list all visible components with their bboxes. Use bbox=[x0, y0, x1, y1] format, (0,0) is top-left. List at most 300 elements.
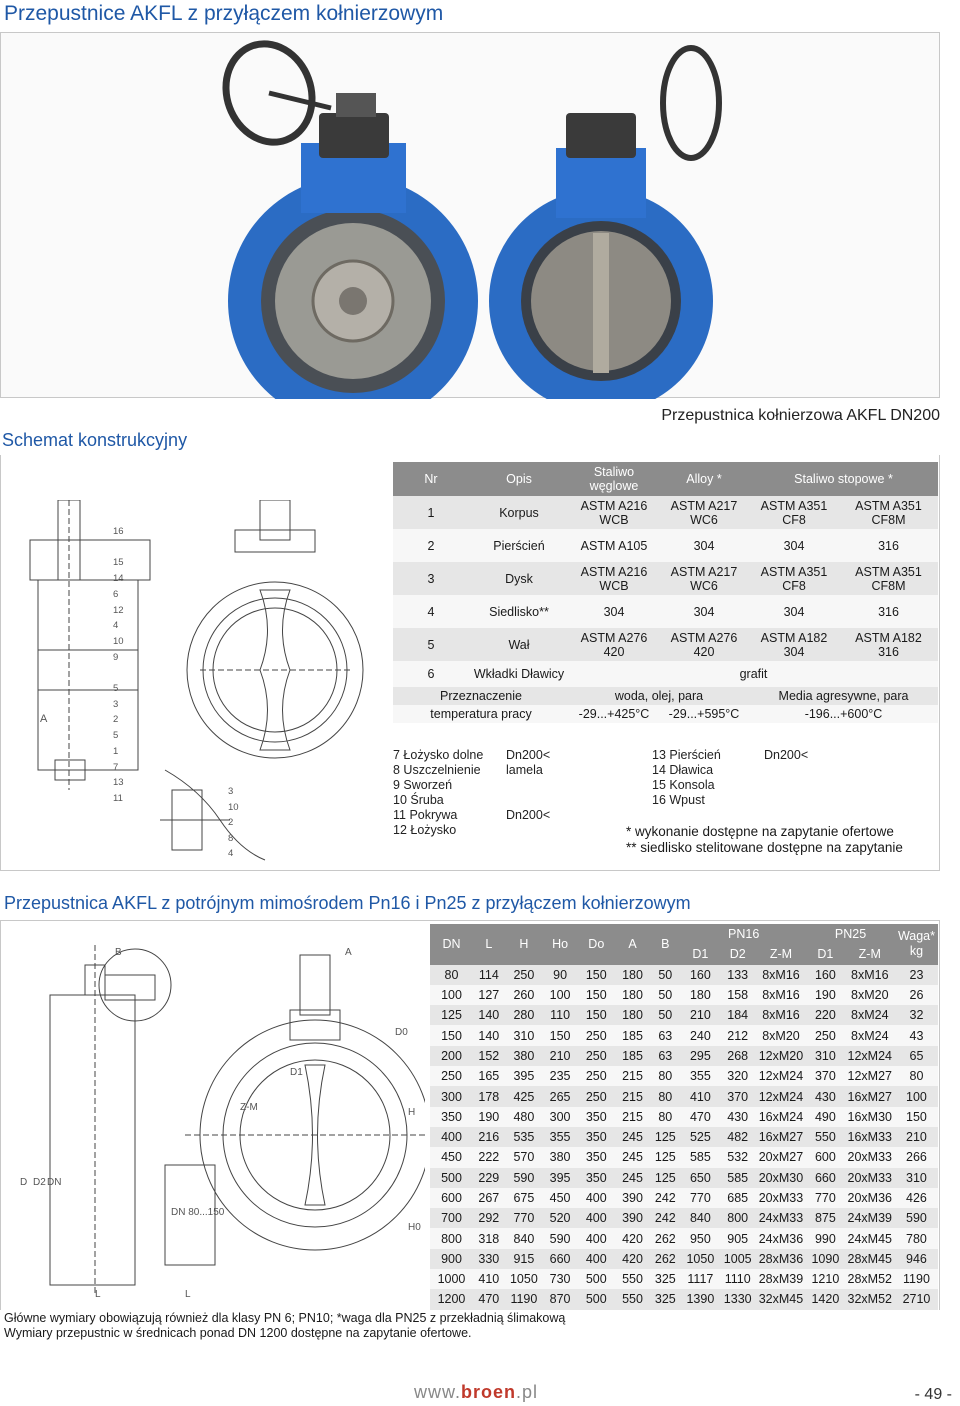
table-row bbox=[430, 1269, 938, 1289]
table-cell: 215 bbox=[616, 1086, 650, 1106]
table-cell: 8xM20 bbox=[756, 1025, 806, 1045]
table-cell: 525 bbox=[681, 1127, 719, 1147]
table-cell: 325 bbox=[649, 1269, 681, 1289]
table-cell: 1117 bbox=[681, 1269, 719, 1289]
table-cell: 250 bbox=[577, 1086, 615, 1106]
table-cell: 250 bbox=[430, 1066, 473, 1086]
table-cell: 215 bbox=[616, 1107, 650, 1127]
table-cell: 150 bbox=[895, 1107, 938, 1127]
table-cell: 840 bbox=[681, 1208, 719, 1228]
detail-drawing-a bbox=[160, 760, 270, 870]
table-cell: 292 bbox=[473, 1208, 505, 1228]
table-cell: 28xM52 bbox=[845, 1269, 895, 1289]
part-numbers-left: 16 15 14 6 12 4 10 9 5 3 2 5 1 7 13 11 bbox=[113, 526, 124, 804]
col-pn16: PN16 bbox=[681, 924, 806, 944]
table-cell: 400 bbox=[577, 1228, 615, 1248]
col-do: Do bbox=[577, 924, 615, 965]
table-cell: 80 bbox=[649, 1107, 681, 1127]
table-row bbox=[430, 1289, 938, 1309]
table-cell: 185 bbox=[616, 1025, 650, 1045]
table-cell: 400 bbox=[430, 1127, 473, 1147]
table-cell: 426 bbox=[895, 1188, 938, 1208]
table-cell: 12xM24 bbox=[756, 1086, 806, 1106]
table-cell: 12xM24 bbox=[756, 1066, 806, 1086]
table-row bbox=[430, 1086, 938, 1106]
table-cell: 80 bbox=[649, 1066, 681, 1086]
table-cell: 1050 bbox=[681, 1249, 719, 1269]
table-cell: 1190 bbox=[895, 1269, 938, 1289]
page-title: Przepustnice AKFL z przyłączem kołnierzowym bbox=[4, 2, 444, 25]
header-alloy: Alloy * bbox=[659, 462, 749, 496]
col-l: L bbox=[473, 924, 505, 965]
table-cell: 125 bbox=[649, 1168, 681, 1188]
table-cell: 242 bbox=[649, 1208, 681, 1228]
label-zm: Z-M bbox=[240, 1102, 258, 1113]
website-link[interactable]: www.broen.pl bbox=[414, 1382, 539, 1402]
table-cell: 150 bbox=[577, 985, 615, 1005]
col-b: B bbox=[649, 924, 681, 965]
table-cell: 550 bbox=[616, 1269, 650, 1289]
dimensions-table: DN L H Ho Do A B PN16 PN25 Waga* kg D1 D2 Z-M D1 Z-M 80 114 250 90 150 180 50 160 133 8xM16 160 8xM16 23 100 127 260 100 150 180 50 180 158 8xM16 190 8xM20 26 125 140 280 110 150 180 50 210 184 8xM16 220 8xM24 32 150 140 310 150 250 185 63 240 212 8xM20 250 8xM24 43 200 152 380 210 250 185 63 295 268 12xM20 310 12xM24 65 250 165 395 235 250 215 80 355 320 12xM24 370 12xM27 80 300 178 425 265 250 215 80 410 370 12xM24 430 16xM27 100 350 190 480 300 350 215 80 470 430 16xM24 490 16xM30 150 400 216 535 355 350 245 125 525 482 16xM27 550 16xM33 210 450 222 570 380 350 245 125 585 532 20xM27 600 20xM33 266 500 229 590 395 350 245 125 650 585 20xM30 660 20xM33 310 600 267 675 450 400 390 242 770 685 20xM33 770 20xM36 426 700 292 770 520 400 390 242 840 800 24xM33 875 24xM39 590 800 318 840 590 400 420 262 950 905 24xM36 990 24xM45 780 900 330 915 660 400 420 262 1050 1005 28xM36 1090 28xM45 946 1000 410 1050 730 500 550 325 1117 1110 28xM39 1210 28xM52 1190 1200 470 1190 870 500 550 325 1390 1330 32xM45 1420 32xM52 2710 bbox=[430, 924, 938, 1310]
table-cell: 310 bbox=[505, 1025, 543, 1045]
table-cell: 900 bbox=[430, 1249, 473, 1269]
table-cell: 125 bbox=[430, 1005, 473, 1025]
table-cell: 1330 bbox=[720, 1289, 756, 1309]
table-cell: 685 bbox=[720, 1188, 756, 1208]
table-cell: 400 bbox=[577, 1208, 615, 1228]
table-cell: 450 bbox=[430, 1147, 473, 1167]
table-cell: 250 bbox=[577, 1025, 615, 1045]
table-cell: 310 bbox=[806, 1046, 844, 1066]
parts-legend-left-notes: Dn200< lamela Dn200< bbox=[506, 748, 551, 822]
table-cell: 380 bbox=[505, 1046, 543, 1066]
label-l-2: L bbox=[185, 1289, 191, 1300]
table-cell: 50 bbox=[649, 985, 681, 1005]
table-cell: 250 bbox=[505, 965, 543, 985]
table-row: 4 Siedlisko** 304 304 304 316 bbox=[393, 595, 938, 628]
table-cell: 700 bbox=[430, 1208, 473, 1228]
table-cell: 870 bbox=[543, 1289, 577, 1309]
valve-right-illustration bbox=[489, 48, 719, 399]
table-cell: 150 bbox=[577, 965, 615, 985]
label-dn-small: DN 80...150 bbox=[171, 1207, 225, 1218]
table-cell: 730 bbox=[543, 1269, 577, 1289]
table-cell: 1390 bbox=[681, 1289, 719, 1309]
table-cell: 250 bbox=[577, 1066, 615, 1086]
col-h: H bbox=[505, 924, 543, 965]
table-cell: 770 bbox=[505, 1208, 543, 1228]
section-title-schema: Schemat konstrukcyjny bbox=[2, 430, 188, 450]
table-cell: 245 bbox=[616, 1127, 650, 1147]
table-cell: 800 bbox=[430, 1228, 473, 1248]
table-cell: 65 bbox=[895, 1046, 938, 1066]
table-cell: 770 bbox=[681, 1188, 719, 1208]
table-cell: 370 bbox=[806, 1066, 844, 1086]
table-cell: 946 bbox=[895, 1249, 938, 1269]
table-cell: 1090 bbox=[806, 1249, 844, 1269]
label-d1: D1 bbox=[290, 1067, 303, 1078]
table-cell: 500 bbox=[430, 1168, 473, 1188]
table-cell: 268 bbox=[720, 1046, 756, 1066]
table-cell: 216 bbox=[473, 1127, 505, 1147]
table-cell: 532 bbox=[720, 1147, 756, 1167]
table-cell: 355 bbox=[543, 1127, 577, 1147]
table-cell: 24xM33 bbox=[756, 1208, 806, 1228]
table-cell: 150 bbox=[430, 1025, 473, 1045]
table-cell: 250 bbox=[806, 1025, 844, 1045]
table-cell: 32xM52 bbox=[845, 1289, 895, 1309]
valves-photo-illustration bbox=[1, 33, 941, 399]
label-d: D bbox=[20, 1177, 28, 1188]
table-cell: 262 bbox=[649, 1228, 681, 1248]
table-row bbox=[430, 1127, 938, 1147]
col-weight: Waga* kg bbox=[895, 924, 938, 965]
table-cell: 600 bbox=[806, 1147, 844, 1167]
table-cell: 240 bbox=[681, 1025, 719, 1045]
parts-legend-left: 7 Łożysko dolne 8 Uszczelnienie 9 Sworzeń 10 Śruba 11 Pokrywa 12 Łożysko bbox=[393, 748, 484, 837]
table-row: 5 Wał ASTM A276 420 ASTM A276 420 ASTM A182 304 ASTM A182 316 bbox=[393, 628, 938, 661]
table-cell: 400 bbox=[577, 1188, 615, 1208]
table-cell: 660 bbox=[543, 1249, 577, 1269]
table-row bbox=[430, 1188, 938, 1208]
table-cell: 600 bbox=[430, 1188, 473, 1208]
table-cell: 325 bbox=[649, 1289, 681, 1309]
table-cell: 242 bbox=[649, 1188, 681, 1208]
table-cell: 330 bbox=[473, 1249, 505, 1269]
table-cell: 190 bbox=[473, 1107, 505, 1127]
table-cell: 133 bbox=[720, 965, 756, 985]
table-cell: 420 bbox=[616, 1249, 650, 1269]
table-cell: 1005 bbox=[720, 1249, 756, 1269]
table-cell: 24xM36 bbox=[756, 1228, 806, 1248]
table-cell: 267 bbox=[473, 1188, 505, 1208]
header-carbon: Staliwo węglowe bbox=[569, 462, 659, 496]
table-cell: 8xM24 bbox=[845, 1005, 895, 1025]
table-cell: 184 bbox=[720, 1005, 756, 1025]
table-cell: 480 bbox=[505, 1107, 543, 1127]
label-h: H bbox=[408, 1107, 416, 1118]
table-cell: 32 bbox=[895, 1005, 938, 1025]
table-cell: 190 bbox=[806, 985, 844, 1005]
table-cell: 310 bbox=[895, 1168, 938, 1188]
table-cell: 160 bbox=[681, 965, 719, 985]
table-cell: 24xM39 bbox=[845, 1208, 895, 1228]
drawing-label-a: A bbox=[40, 713, 48, 725]
table-cell: 2710 bbox=[895, 1289, 938, 1309]
table-cell: 150 bbox=[543, 1025, 577, 1045]
table-row bbox=[430, 1249, 938, 1269]
table-row bbox=[430, 1168, 938, 1188]
header-stainless: Staliwo stopowe * bbox=[749, 462, 938, 496]
table-cell: 262 bbox=[649, 1249, 681, 1269]
table-cell: 110 bbox=[543, 1005, 577, 1025]
table-cell: 390 bbox=[616, 1188, 650, 1208]
table-cell: 8xM16 bbox=[756, 985, 806, 1005]
table-cell: 500 bbox=[577, 1269, 615, 1289]
table-cell: 16xM27 bbox=[756, 1127, 806, 1147]
header-opis: Opis bbox=[469, 462, 569, 496]
table-cell: 266 bbox=[895, 1147, 938, 1167]
table-cell: 8xM16 bbox=[756, 1005, 806, 1025]
table-cell: 585 bbox=[681, 1147, 719, 1167]
table-cell: 318 bbox=[473, 1228, 505, 1248]
table-row bbox=[430, 1107, 938, 1127]
table-cell: 200 bbox=[430, 1046, 473, 1066]
page-number: - 49 - bbox=[914, 1386, 952, 1403]
table-row: 6 Wkładki Dławicy grafit bbox=[393, 661, 938, 687]
table-cell: 210 bbox=[681, 1005, 719, 1025]
table-cell: 1420 bbox=[806, 1289, 844, 1309]
table-cell: 28xM45 bbox=[845, 1249, 895, 1269]
table-cell: 570 bbox=[505, 1147, 543, 1167]
table-cell: 32xM45 bbox=[756, 1289, 806, 1309]
table-cell: 1110 bbox=[720, 1269, 756, 1289]
col-pn25: PN25 bbox=[806, 924, 895, 944]
table-cell: 23 bbox=[895, 965, 938, 985]
table-cell: 114 bbox=[473, 965, 505, 985]
table-cell: 152 bbox=[473, 1046, 505, 1066]
table-cell: 16xM33 bbox=[845, 1127, 895, 1147]
label-l: L bbox=[95, 1289, 101, 1300]
table-cell: 20xM27 bbox=[756, 1147, 806, 1167]
table-cell: 8xM20 bbox=[845, 985, 895, 1005]
materials-table bbox=[393, 462, 938, 723]
table-cell: 1200 bbox=[430, 1289, 473, 1309]
table-cell: 20xM33 bbox=[756, 1188, 806, 1208]
table-cell: 660 bbox=[806, 1168, 844, 1188]
table-cell: 12xM24 bbox=[845, 1046, 895, 1066]
table-cell: 24xM45 bbox=[845, 1228, 895, 1248]
table-cell: 50 bbox=[649, 1005, 681, 1025]
table-cell: 490 bbox=[806, 1107, 844, 1127]
table-cell: 395 bbox=[543, 1168, 577, 1188]
table-cell: 125 bbox=[649, 1127, 681, 1147]
table-cell: 80 bbox=[895, 1066, 938, 1086]
table-cell: 590 bbox=[543, 1228, 577, 1248]
table-cell: 222 bbox=[473, 1147, 505, 1167]
table-cell: 470 bbox=[681, 1107, 719, 1127]
table-cell: 590 bbox=[505, 1168, 543, 1188]
table-cell: 100 bbox=[895, 1086, 938, 1106]
table-cell: 430 bbox=[806, 1086, 844, 1106]
table-cell: 80 bbox=[649, 1086, 681, 1106]
table-cell: 410 bbox=[681, 1086, 719, 1106]
parts-legend-right-notes: Dn200< bbox=[764, 748, 809, 762]
construction-drawing-front bbox=[180, 500, 370, 760]
table-cell: 245 bbox=[616, 1147, 650, 1167]
table-cell: 550 bbox=[616, 1289, 650, 1309]
table-cell: 63 bbox=[649, 1046, 681, 1066]
table-cell: 300 bbox=[430, 1086, 473, 1106]
table-row bbox=[430, 1046, 938, 1066]
table-cell: 140 bbox=[473, 1025, 505, 1045]
table-cell: 28xM39 bbox=[756, 1269, 806, 1289]
construction-drawing-side bbox=[20, 500, 200, 800]
table-cell: 350 bbox=[577, 1127, 615, 1147]
label-d2: D2 bbox=[33, 1177, 46, 1188]
col-ho: Ho bbox=[543, 924, 577, 965]
table-cell: 20xM36 bbox=[845, 1188, 895, 1208]
label-a: A bbox=[345, 947, 352, 958]
parts-legend-right: 13 Pierścień 14 Dławica 15 Konsola 16 Wpust bbox=[652, 748, 721, 807]
table-row: 2 Pierścień ASTM A105 304 304 316 bbox=[393, 529, 938, 562]
table-cell: 800 bbox=[720, 1208, 756, 1228]
table-cell: 295 bbox=[681, 1046, 719, 1066]
table-row bbox=[430, 965, 938, 985]
table-cell: 180 bbox=[681, 985, 719, 1005]
table-cell: 1000 bbox=[430, 1269, 473, 1289]
label-h0: H0 bbox=[408, 1222, 421, 1233]
table-cell: 1050 bbox=[505, 1269, 543, 1289]
table-row bbox=[430, 1208, 938, 1228]
col-dn: DN bbox=[430, 924, 473, 965]
table-cell: 50 bbox=[649, 965, 681, 985]
temperature-row: temperatura pracy -29...+425°C -29...+595°C -196...+600°C bbox=[393, 705, 938, 723]
table-cell: 26 bbox=[895, 985, 938, 1005]
table-cell: 350 bbox=[577, 1147, 615, 1167]
table-cell: 185 bbox=[616, 1046, 650, 1066]
table-row bbox=[430, 985, 938, 1005]
table-cell: 43 bbox=[895, 1025, 938, 1045]
photo-caption: Przepustnica kołnierzowa AKFL DN200 bbox=[661, 407, 940, 424]
table-cell: 180 bbox=[616, 965, 650, 985]
table-cell: 300 bbox=[543, 1107, 577, 1127]
table-cell: 1190 bbox=[505, 1289, 543, 1309]
table-cell: 370 bbox=[720, 1086, 756, 1106]
table-cell: 482 bbox=[720, 1127, 756, 1147]
table-row bbox=[430, 1147, 938, 1167]
table-cell: 140 bbox=[473, 1005, 505, 1025]
table-cell: 100 bbox=[430, 985, 473, 1005]
table-cell: 380 bbox=[543, 1147, 577, 1167]
table-cell: 675 bbox=[505, 1188, 543, 1208]
table-cell: 158 bbox=[720, 985, 756, 1005]
table-cell: 8xM16 bbox=[845, 965, 895, 985]
table-cell: 535 bbox=[505, 1127, 543, 1147]
table-cell: 650 bbox=[681, 1168, 719, 1188]
table-cell: 395 bbox=[505, 1066, 543, 1086]
table-cell: 20xM33 bbox=[845, 1168, 895, 1188]
table-cell: 915 bbox=[505, 1249, 543, 1269]
header-nr: Nr bbox=[393, 462, 469, 496]
table-cell: 245 bbox=[616, 1168, 650, 1188]
table-cell: 450 bbox=[543, 1188, 577, 1208]
table-cell: 470 bbox=[473, 1289, 505, 1309]
table-cell: 20xM30 bbox=[756, 1168, 806, 1188]
table-cell: 212 bbox=[720, 1025, 756, 1045]
table-cell: 355 bbox=[681, 1066, 719, 1086]
table-cell: 16xM24 bbox=[756, 1107, 806, 1127]
table-cell: 390 bbox=[616, 1208, 650, 1228]
label-dn: DN bbox=[47, 1177, 62, 1188]
table-cell: 12xM27 bbox=[845, 1066, 895, 1086]
footnotes-availability: * wykonanie dostępne na zapytanie ofertowe ** siedlisko stelitowane dostępne na zapytanie bbox=[626, 824, 903, 855]
table-row bbox=[430, 1025, 938, 1045]
table-cell: 905 bbox=[720, 1228, 756, 1248]
table-cell: 229 bbox=[473, 1168, 505, 1188]
table-cell: 16xM30 bbox=[845, 1107, 895, 1127]
part-numbers-mid: 3 10 2 8 4 bbox=[228, 786, 239, 859]
table-cell: 63 bbox=[649, 1025, 681, 1045]
table-cell: 250 bbox=[577, 1046, 615, 1066]
table-cell: 180 bbox=[616, 985, 650, 1005]
table-cell: 100 bbox=[543, 985, 577, 1005]
valve-left-illustration bbox=[212, 33, 478, 399]
footnote-dimensions: Główne wymiary obowiązują również dla klasy PN 6; PN10; *waga dla PN25 z przekładnią ślimakową Wymiary przepustnic w średnicach ponad DN 1200 dostępne na zapytanie ofertowe. bbox=[4, 1311, 566, 1340]
table-row bbox=[430, 1228, 938, 1248]
table-cell: 550 bbox=[806, 1127, 844, 1147]
product-photo bbox=[0, 32, 940, 398]
table-cell: 210 bbox=[895, 1127, 938, 1147]
table-cell: 8xM16 bbox=[756, 965, 806, 985]
table-cell: 1210 bbox=[806, 1269, 844, 1289]
table-cell: 12xM20 bbox=[756, 1046, 806, 1066]
col-a: A bbox=[616, 924, 650, 965]
table-cell: 265 bbox=[543, 1086, 577, 1106]
table-cell: 165 bbox=[473, 1066, 505, 1086]
table-cell: 235 bbox=[543, 1066, 577, 1086]
table-cell: 160 bbox=[806, 965, 844, 985]
table-cell: 90 bbox=[543, 965, 577, 985]
table-cell: 180 bbox=[616, 1005, 650, 1025]
table-cell: 220 bbox=[806, 1005, 844, 1025]
table-cell: 28xM36 bbox=[756, 1249, 806, 1269]
table-cell: 260 bbox=[505, 985, 543, 1005]
label-d0: D0 bbox=[395, 1027, 408, 1038]
table-cell: 280 bbox=[505, 1005, 543, 1025]
table-cell: 16xM27 bbox=[845, 1086, 895, 1106]
table-cell: 350 bbox=[430, 1107, 473, 1127]
table-cell: 875 bbox=[806, 1208, 844, 1228]
table-cell: 430 bbox=[720, 1107, 756, 1127]
table-cell: 410 bbox=[473, 1269, 505, 1289]
table-cell: 950 bbox=[681, 1228, 719, 1248]
purpose-row: Przeznaczenie woda, olej, para Media agresywne, para bbox=[393, 687, 938, 705]
table-cell: 590 bbox=[895, 1208, 938, 1228]
table-row bbox=[430, 1005, 938, 1025]
table-row: 1 Korpus ASTM A216 WCB ASTM A217 WC6 ASTM A351 CF8 ASTM A351 CF8M bbox=[393, 496, 938, 529]
table-cell: 80 bbox=[430, 965, 473, 985]
label-b: B bbox=[115, 947, 122, 958]
table-cell: 125 bbox=[649, 1147, 681, 1167]
table-cell: 500 bbox=[577, 1289, 615, 1309]
table-row: 3 Dysk ASTM A216 WCB ASTM A217 WC6 ASTM A351 CF8 ASTM A351 CF8M bbox=[393, 562, 938, 595]
dimensions-table-body bbox=[430, 965, 938, 1310]
table-cell: 350 bbox=[577, 1168, 615, 1188]
table-cell: 178 bbox=[473, 1086, 505, 1106]
dimension-drawing bbox=[5, 925, 425, 1305]
table-cell: 127 bbox=[473, 985, 505, 1005]
table-cell: 400 bbox=[577, 1249, 615, 1269]
table-cell: 770 bbox=[806, 1188, 844, 1208]
table-cell: 210 bbox=[543, 1046, 577, 1066]
table-cell: 990 bbox=[806, 1228, 844, 1248]
table-cell: 585 bbox=[720, 1168, 756, 1188]
table-cell: 425 bbox=[505, 1086, 543, 1106]
table-cell: 150 bbox=[577, 1005, 615, 1025]
table-cell: 320 bbox=[720, 1066, 756, 1086]
section-title-dimensions: Przepustnica AKFL z potrójnym mimośrodem Pn16 i Pn25 z przyłączem kołnierzowym bbox=[4, 893, 691, 913]
table-cell: 420 bbox=[616, 1228, 650, 1248]
table-cell: 780 bbox=[895, 1228, 938, 1248]
table-cell: 350 bbox=[577, 1107, 615, 1127]
table-row bbox=[430, 1066, 938, 1086]
table-cell: 520 bbox=[543, 1208, 577, 1228]
table-cell: 8xM24 bbox=[845, 1025, 895, 1045]
table-cell: 20xM33 bbox=[845, 1147, 895, 1167]
table-cell: 215 bbox=[616, 1066, 650, 1086]
table-cell: 840 bbox=[505, 1228, 543, 1248]
